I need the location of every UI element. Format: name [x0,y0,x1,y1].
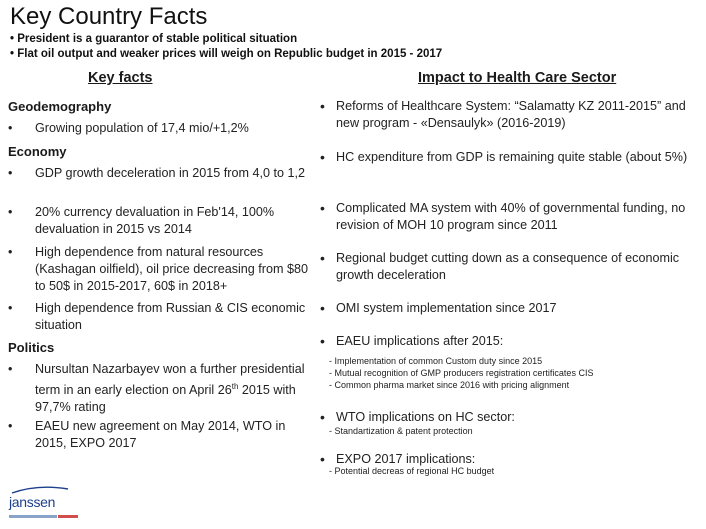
impact-item: • HC expenditure from GDP is remaining quite stable (about 5%) [320,149,688,165]
eaeu-subitem: - Implementation of common Custom duty since 2015 [329,356,543,366]
bullet-icon: • [320,200,325,216]
bullet-icon: • [320,300,325,316]
impact-item: • Regional budget cutting down as a consequence of economic growth deceleration [320,250,680,282]
geodemography-title: Geodemography [8,99,112,114]
bullet-icon: • [320,333,325,349]
page-title: Key Country Facts [10,3,208,30]
impact-item: • OMI system implementation since 2017 [320,300,557,316]
bullet-icon: • [320,98,325,114]
politics-item: • Nursultan Nazarbayev won a further presidential term in an early election on April 26th 2015 with 97,7% rating [8,362,305,415]
bullet-icon: • [8,245,13,259]
impact-item-wto: • WTO implications on HC sector: [320,409,515,425]
bullet-icon: • [8,362,13,376]
wto-subitem: - Standartization & patent protection [329,426,473,436]
eaeu-subitem: - Common pharma market since 2016 with pricing alignment [329,380,570,390]
politics-item: • EAEU new agreement on May 2014, WTO in 2015, EXPO 2017 [8,419,286,450]
bullet-icon: • [8,301,13,315]
bullet-icon: • [8,419,13,433]
economy-item: • High dependence from natural resources (Kashagan oilfield), oil price decreasing from $80 to 50$ in 2015-2017, 60$ in 2018+ [8,245,309,293]
impact-item: • Reforms of Healthcare System: “Salamatty KZ 2011-2015” and new program - «Densaulyk» (2016-2019) [320,98,686,130]
janssen-logo [9,494,55,512]
impact-item-expo: • EXPO 2017 implications: [320,451,476,467]
bullet-icon: • [8,121,13,135]
geo-item: • Growing population of 17,4 mio/+1,2% [8,121,249,135]
politics-title: Politics [8,340,55,355]
bullet-icon: • [320,149,325,165]
bullet-icon: • [8,205,13,219]
impact-heading: Impact to Health Care Sector [418,70,617,86]
expo-subitem: - Potential decreas of regional HC budget [329,466,495,476]
economy-item: • 20% currency devaluation in Feb'14, 100% devaluation in 2015 vs 2014 [8,205,275,236]
bullet-icon: • [320,409,325,425]
economy-item: • High dependence from Russian & CIS economic situation [8,301,306,332]
janssen-swoosh-icon [10,486,70,494]
bullet-icon: • [320,250,325,266]
economy-title: Economy [8,144,67,159]
impact-item-eaeu: • EAEU implications after 2015: [320,333,504,349]
key-facts-heading: Key facts [88,70,153,86]
subtitle-2: • Flat oil output and weaker prices will weigh on Republic budget in 2015 - 2017 [10,48,443,60]
janssen-wordmark: janssen [9,494,56,510]
impact-item: • Complicated MA system with 40% of governmental funding, no revision of MOH 10 program since 2011 [320,200,686,232]
logo-tagline [9,514,79,519]
bullet-icon: • [8,166,13,180]
economy-item: • GDP growth deceleration in 2015 from 4,0 to 1,2 [8,166,305,180]
subtitle-1: • President is a guarantor of stable political situation [10,33,298,45]
eaeu-subitem: - Mutual recognition of GMP producers registration certificates CIS [329,368,594,378]
bullet-icon: • [320,451,325,467]
